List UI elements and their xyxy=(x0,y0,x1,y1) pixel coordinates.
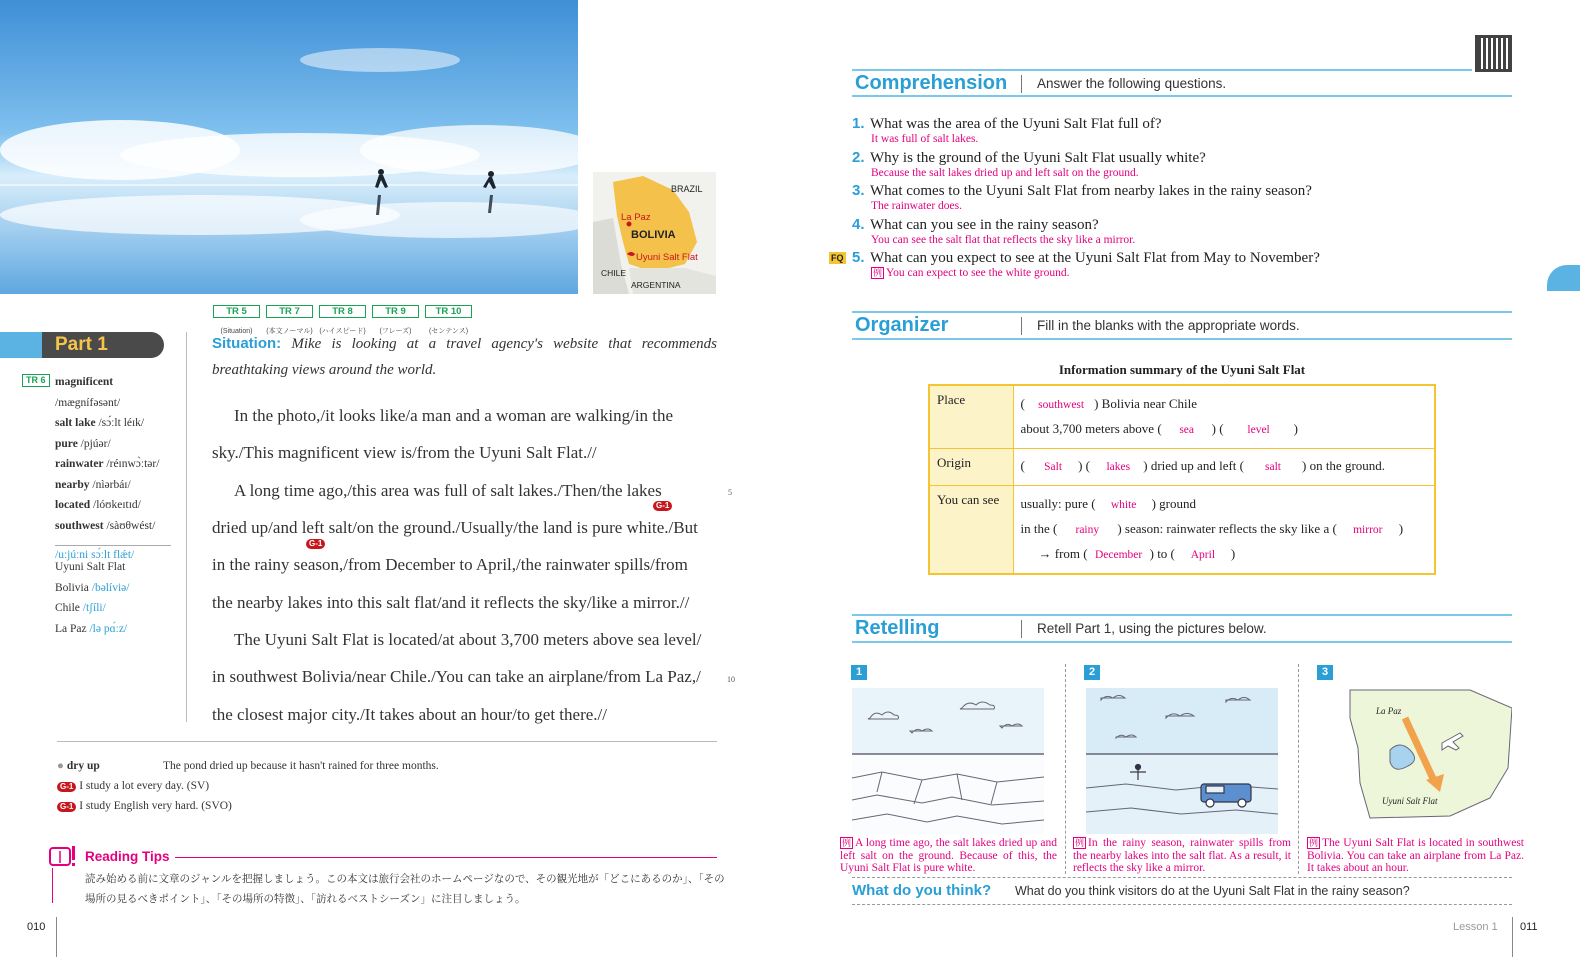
grammar-tag[interactable]: G-1 xyxy=(306,539,325,549)
line-number: 5 xyxy=(728,488,732,497)
map-label-chile: CHILE xyxy=(601,268,627,278)
panel-number: 2 xyxy=(1084,665,1100,680)
body-line: sky./This magnificent view is/from the Uyuni Salt Flat.// xyxy=(212,443,597,462)
row-label: Origin xyxy=(929,449,1013,486)
organizer-title: Organizer xyxy=(855,314,949,336)
question: 3. What comes to the Uyuni Salt Flat from nearby lakes in the rainy season? xyxy=(852,182,1312,199)
vocab-word: pure /pjúər/ xyxy=(55,438,111,450)
organizer-sub: Fill in the blanks with the appropriate words. xyxy=(1037,318,1300,333)
panel-number: 1 xyxy=(851,665,867,680)
body-line: A long time ago,/this area was full of salt lakes./Then/the lakes xyxy=(234,481,662,500)
panel-illustration-2 xyxy=(1086,688,1278,834)
answer: You can see the salt flat that reflects the sky like a mirror. xyxy=(871,234,1136,246)
track-button[interactable]: TR 7 xyxy=(266,305,313,318)
retelling-sub: Retell Part 1, using the pictures below. xyxy=(1037,621,1267,636)
row-place: ( southwest ) Bolivia near Chile about 3,700 meters above ( sea ) ( level ) xyxy=(1013,385,1435,449)
answer: 例 You can expect to see the white ground. xyxy=(873,267,1070,279)
row-see: usually: pure ( white ) ground in the ( rainy ) season: rainwater reflects the sky like a ( mirror ) → from ( December ) to ( April ) xyxy=(1013,486,1435,575)
body-line: in the rainy season,/from December to April,/the rainwater spills/from xyxy=(212,555,688,574)
map-label-brazil: BRAZIL xyxy=(671,184,703,194)
hero-photo xyxy=(0,0,578,294)
comprehension-title: Comprehension xyxy=(855,72,1008,94)
track-sub: (本文ノーマル) xyxy=(266,328,313,335)
question: 1. What was the area of the Uyuni Salt Flat full of? xyxy=(852,115,1162,132)
note-g1-2: G-1 I study English very hard. (SVO) xyxy=(57,800,232,812)
map-label-bolivia: BOLIVIA xyxy=(631,229,676,241)
qr-code[interactable] xyxy=(1475,35,1512,72)
vocab-word: located /lóʊkeɪtɪd/ xyxy=(55,499,141,511)
row-origin: ( Salt ) ( lakes ) dried up and left ( salt ) on the ground. xyxy=(1013,449,1435,486)
comprehension-sub: Answer the following questions. xyxy=(1037,76,1227,91)
track-button[interactable]: TR 5 xyxy=(213,305,260,318)
name-word: Bolivia /bəlíviə/ xyxy=(55,582,130,594)
map-label-argentina: ARGENTINA xyxy=(631,280,681,290)
question: 2. Why is the ground of the Uyuni Salt Flat usually white? xyxy=(852,149,1206,166)
row-label: Place xyxy=(929,385,1013,449)
page-number-left: 010 xyxy=(27,921,46,933)
panel-text: 例 The Uyuni Salt Flat is located in southwest Bolivia. You can take an airplane from La Paz. It takes about an hour. xyxy=(1307,837,1524,874)
track-button[interactable]: TR 9 xyxy=(372,305,419,318)
note-g1-1: G-1 I study a lot every day. (SV) xyxy=(57,780,209,792)
note-dry-up-example: The pond dried up because it hasn't rained for three months. xyxy=(163,760,439,772)
panel-text: 例 A long time ago, the salt lakes dried up and left salt on the ground. Because of this, the Uyuni Salt Flat is pure white. xyxy=(840,837,1057,874)
question: 5. What can you expect to see at the Uyuni Salt Flat from May to November? xyxy=(852,249,1320,266)
grammar-tag[interactable]: G-1 xyxy=(653,501,672,511)
vocab-track[interactable]: TR 6 xyxy=(22,374,50,387)
reading-tips-title: Reading Tips xyxy=(85,849,170,864)
body-line: In the photo,/it looks like/a man and a woman are walking/in the xyxy=(234,406,674,425)
side-tab xyxy=(1547,265,1580,291)
part-tab xyxy=(0,332,164,358)
question: 4. What can you see in the rainy season? xyxy=(852,216,1099,233)
body-line: The Uyuni Salt Flat is located/at about 3,700 meters above sea level/ xyxy=(234,630,702,649)
track-sub: (センテンス) xyxy=(428,328,469,335)
track-button[interactable]: TR 8 xyxy=(319,305,366,318)
retelling-title: Retelling xyxy=(855,617,940,639)
vocab-word: magnificent xyxy=(55,376,114,388)
track-sub: (フレーズ) xyxy=(379,328,412,335)
body-line: in southwest Bolivia/near Chile./You can take an airplane/from La Paz,/ xyxy=(212,667,701,686)
row-label: You can see xyxy=(929,486,1013,575)
line-number: 10 xyxy=(727,675,735,684)
reading-tips-icon xyxy=(48,845,78,869)
vocab-word: salt lake /sɔ́ːlt léɪk/ xyxy=(55,417,145,429)
track-sub: (ハイスピード) xyxy=(319,328,366,335)
think-title: What do you think? xyxy=(852,882,992,899)
body-line: the closest major city./It takes about an hour/to get there.// xyxy=(212,705,607,724)
lesson-label: Lesson 1 xyxy=(1453,921,1498,933)
answer: The rainwater does. xyxy=(871,200,963,212)
track-button[interactable]: TR 10 xyxy=(425,305,472,318)
name-word: Uyuni Salt Flat xyxy=(55,561,126,573)
answer: Because the salt lakes dried up and left salt on the ground. xyxy=(871,167,1139,179)
vocab-word: rainwater /réɪnwɔ̀ːtər/ xyxy=(55,458,160,470)
page-number-right: 011 xyxy=(1520,921,1538,933)
name-pron: /uːjúːni sɔ́ːlt flǽt/ xyxy=(55,549,135,561)
vocab-word: southwest /sàʊθwést/ xyxy=(55,520,156,532)
panel-number: 3 xyxy=(1317,665,1333,680)
name-word: La Paz /lə pɑ́ːz/ xyxy=(55,623,128,635)
note-dry-up: ● dry up xyxy=(57,760,100,772)
panel-map-uyuni: Uyuni Salt Flat xyxy=(1382,796,1438,806)
reading-tips-line: 場所の見るべきポイント」、「その場所の特徴」、「訪れるベストシーズン」に注目しましょう。 xyxy=(85,893,526,905)
answer: It was full of salt lakes. xyxy=(871,133,979,145)
panel-map-la-paz: La Paz xyxy=(1376,706,1402,716)
bolivia-map xyxy=(593,172,716,294)
table-title: Information summary of the Uyuni Salt Flat xyxy=(1058,362,1306,377)
panel-illustration-1 xyxy=(852,688,1044,834)
map-label-la-paz: La Paz xyxy=(621,212,651,223)
reading-tips-line: 読み始める前に文章のジャンルを把握しましょう。この本文は旅行会社のホームページなので、その観光地が「どこにあるのか」、「その xyxy=(85,873,725,885)
fq-badge: FQ xyxy=(831,253,844,263)
body-line: dried up/and left salt/on the ground./Usually/the land is pure white./But xyxy=(212,518,698,537)
part-label: Part 1 xyxy=(55,334,108,355)
panel-text: 例 In the rainy season, rainwater spills from the nearby lakes into the salt flat. As a result, it reflects the sky like a mirror. xyxy=(1073,837,1291,874)
think-question: What do you think visitors do at the Uyuni Salt Flat in the rainy season? xyxy=(1015,884,1410,898)
situation: Situation: Mike is looking at a travel agency's website that recommends breathtaking views around the world. xyxy=(212,335,718,378)
body-line: the nearby lakes into this salt flat/and it reflects the sky/like a mirror.// xyxy=(212,593,690,612)
name-word: Chile /tʃíli/ xyxy=(55,602,106,614)
track-sub: (Situation) xyxy=(220,328,253,335)
info-table xyxy=(928,384,1436,575)
panel-illustration-3 xyxy=(1320,688,1512,834)
vocab-pron: /mægnífəsənt/ xyxy=(55,397,121,409)
vocab-word: nearby /nìərbáɪ/ xyxy=(55,479,131,491)
map-label-uyuni: Uyuni Salt Flat xyxy=(636,252,698,263)
